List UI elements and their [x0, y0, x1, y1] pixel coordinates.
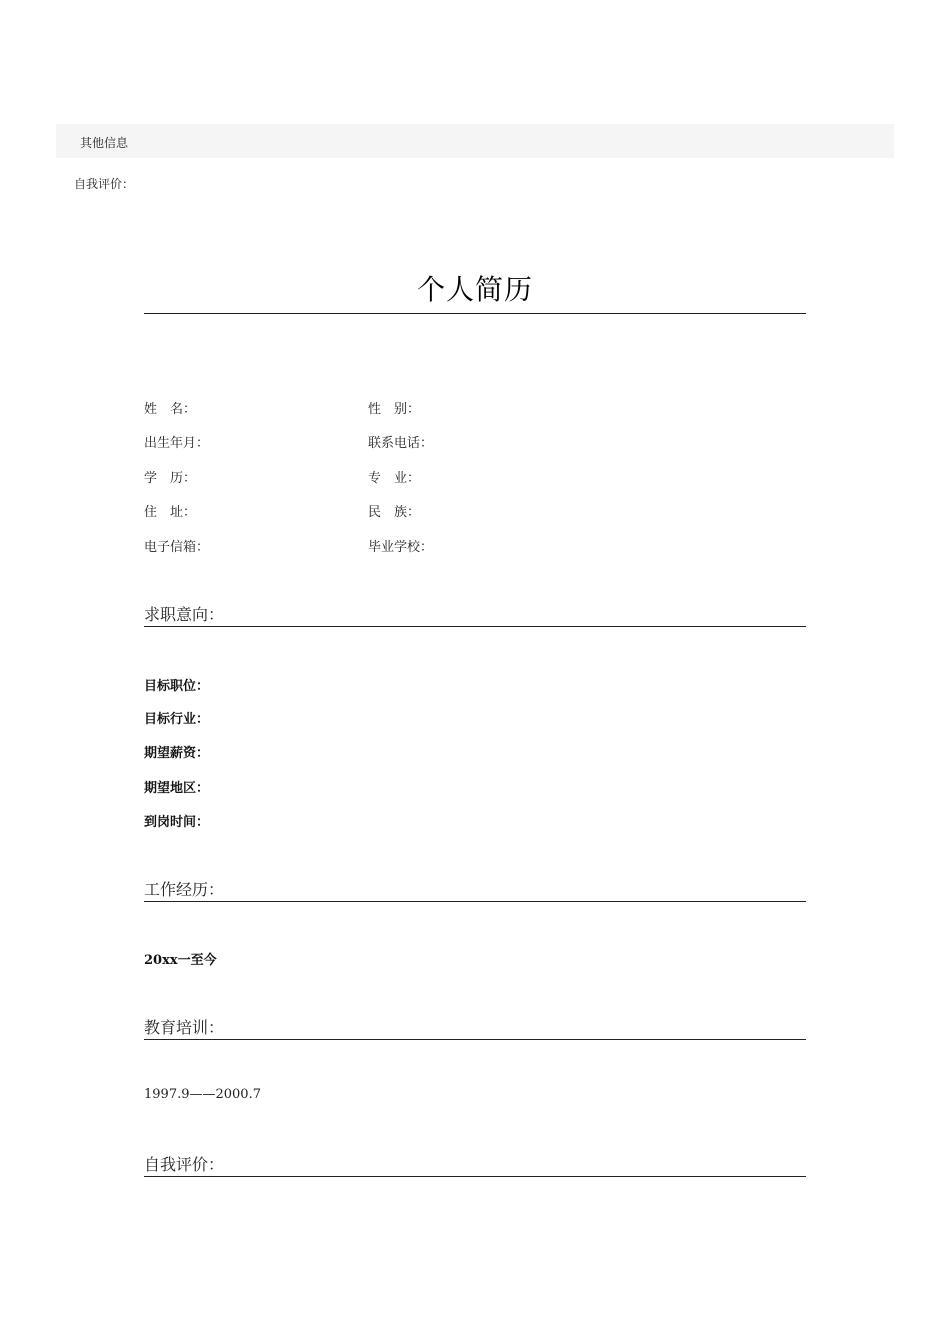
job-intent-heading: 求职意向：	[144, 605, 225, 624]
education-heading: 教育培训：	[144, 1018, 225, 1037]
expected-region-label: 期望地区：	[144, 781, 210, 796]
school-label: 毕业学校：	[368, 540, 434, 555]
other-info-label: 其他信息	[80, 136, 129, 150]
job-intent-divider	[144, 626, 806, 627]
name-label: 姓 名：	[144, 402, 197, 417]
gender-label: 性 别：	[368, 402, 421, 417]
target-industry-label: 目标行业：	[144, 712, 210, 727]
email-label: 电子信箱：	[144, 540, 210, 555]
education-period: 1997.9——2000.7	[144, 1087, 261, 1102]
self-eval-divider	[144, 1176, 806, 1177]
address-label: 住 址：	[144, 505, 197, 520]
education-divider	[144, 1039, 806, 1040]
other-info-bar	[56, 124, 894, 158]
work-heading: 工作经历：	[144, 880, 225, 899]
title-divider	[144, 313, 806, 314]
phone-label: 联系电话：	[368, 436, 434, 451]
resume-title: 个人简历	[416, 273, 533, 306]
target-position-label: 目标职位：	[144, 679, 210, 694]
ethnicity-label: 民 族：	[368, 505, 421, 520]
birthdate-label: 出生年月：	[144, 436, 210, 451]
major-label: 专 业：	[368, 471, 421, 486]
top-self-eval-label: 自我评价：	[74, 177, 135, 191]
work-period: 20xx一至今	[144, 953, 217, 968]
education-level-label: 学 历：	[144, 471, 197, 486]
expected-salary-label: 期望薪资：	[144, 746, 210, 761]
start-date-label: 到岗时间：	[144, 815, 210, 830]
self-eval-heading: 自我评价：	[144, 1155, 225, 1174]
work-divider	[144, 901, 806, 902]
